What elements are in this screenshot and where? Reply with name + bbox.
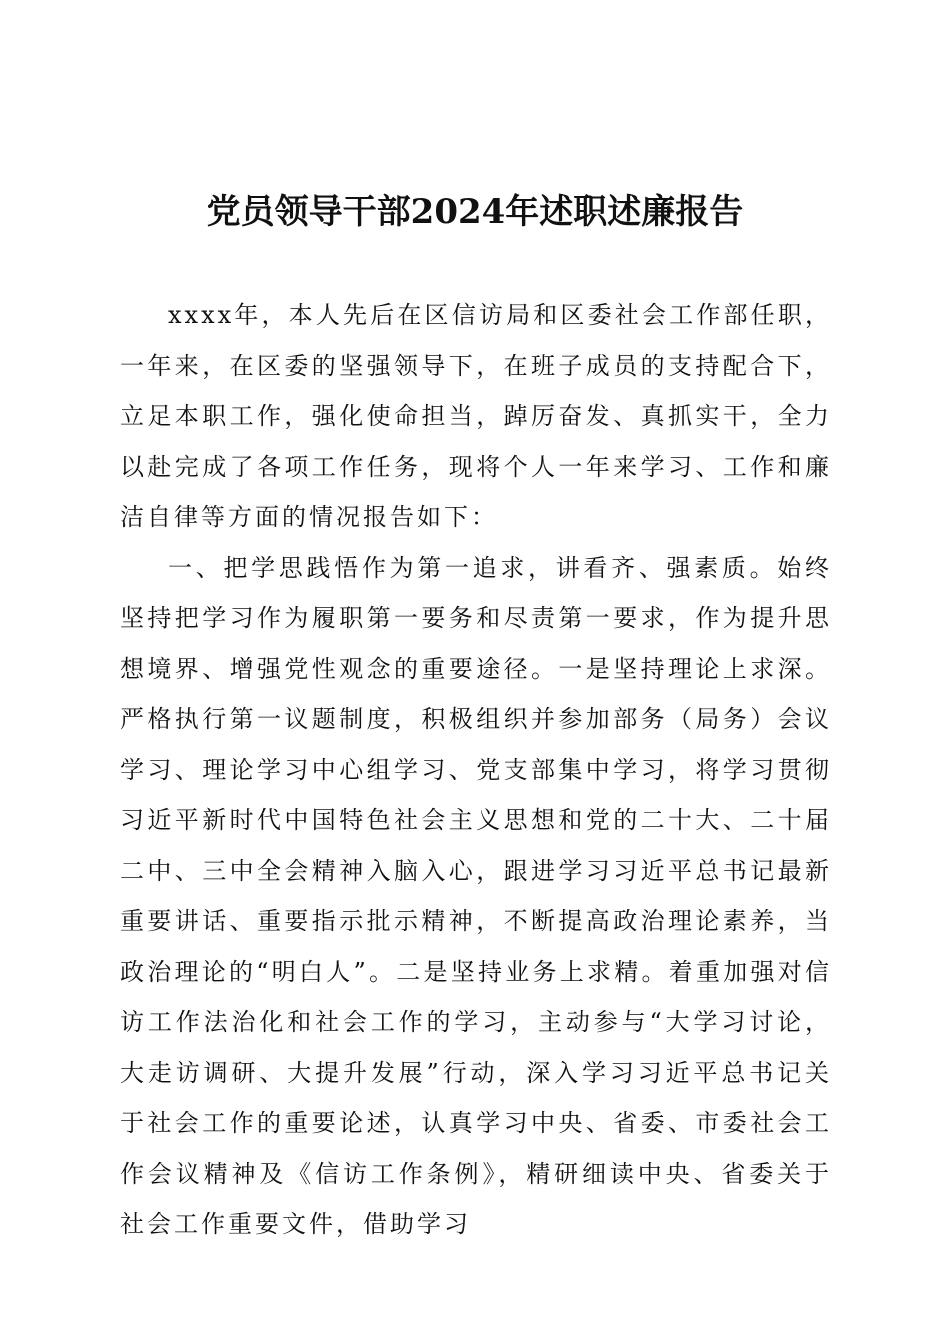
paragraph-section-one: 一、把学思践悟作为第一追求，讲看齐、强素质。始终坚持把学习作为履职第一要务和尽责第一要求，作为提升思想境界、增强党性观念的重要途径。一是坚持理论上求深。严格执行第一议题制度，积极组织并参加部务（局务）会议学习、理论学习中心组学习、党支部集中学习，将学习贯彻习近平新时代中国特色社会主义思想和党的二十大、二十届二中、三中全会精神入脑入心，跟进学习习近平总书记最新重要讲话、重要指示批示精神，不断提高政治理论素养，当政治理论的“明白人”。二是坚持业务上求精。着重加强对信访工作法治化和社会工作的学习，主动参与“大学习讨论，大走访调研、大提升发展”行动，深入学习习近平总书记关于社会工作的重要论述，认真学习中央、省委、市委社会工作会议精神及《信访工作条例》，精研细读中央、省委关于社会工作重要文件，借助学习 <box>120 553 832 1238</box>
paragraph-intro: xxxx年，本人先后在区信访局和区委社会工作部任职，一年来，在区委的坚强领导下，在班子成员的支持配合下，立足本职工作，强化使命担当，踔厉奋发、真抓实干，全力以赴完成了各项工作任务，现将个人一年来学习、工作和廉洁自律等方面的情况报告如下： <box>120 301 832 531</box>
document-body <box>120 290 832 1250</box>
document-title: 党员领导干部2024年述职述廉报告 <box>206 192 744 232</box>
